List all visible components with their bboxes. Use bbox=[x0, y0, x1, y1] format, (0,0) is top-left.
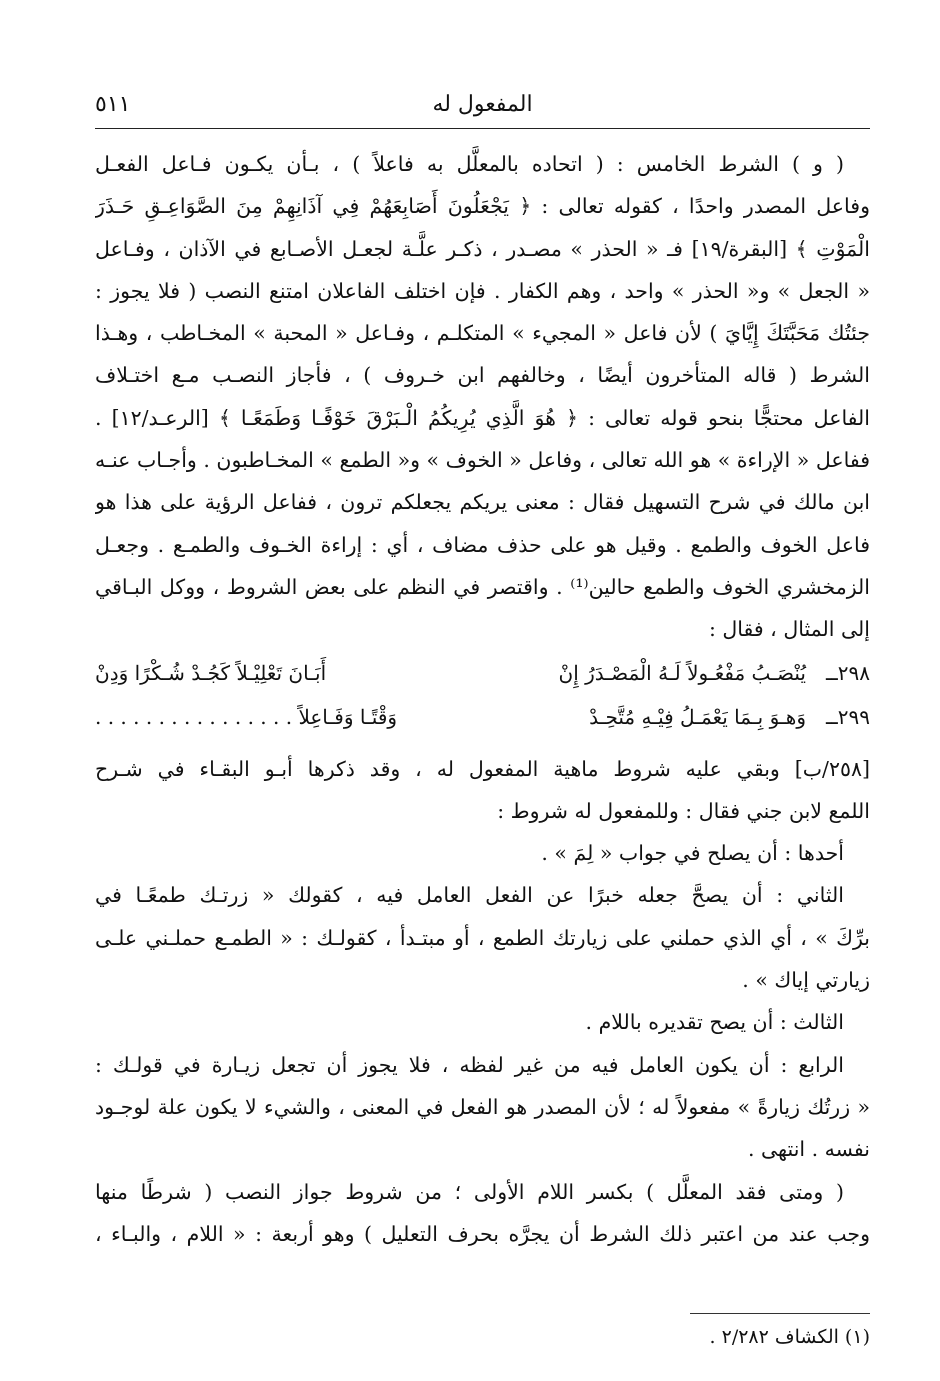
text-line: « زرتُك زيارةً » مفعولاً له ؛ لأن المصدر هو الفعل في المعنى ، والشيء لا يكون علة لوجـود bbox=[95, 1094, 870, 1119]
text-line: اللمع لابن جني فقال : وللمفعول له شروط : bbox=[497, 798, 870, 823]
text-line: الثاني : أن يصحَّ جعله خبرًا عن الفعل العامل فيه ، كقولك « زرتـك طمعًـا في bbox=[95, 883, 844, 908]
text-line: الْمَوْتِ ﴾ [البقرة/١٩] فـ « الحذر » مصـدر ، ذكـر علَّـة لجعـل الأصـابع في الآذان ، وفـاعل bbox=[95, 236, 870, 261]
text-line: وفاعل المصدر واحدًا ، كقوله تعالى : ﴿ يَجْعَلُونَ أَصَابِعَهُمْ فِي آذَانِهِمْ مِنَ الصَّوَاعِـقِ حَـذَرَ bbox=[95, 194, 870, 219]
text-line: ابن مالك في شرح التسهيل فقال : معنى يريكم يجعلكم ترون ، ففاعل الرؤية على هذا هو bbox=[95, 490, 870, 515]
text-line: وجب عند من اعتبر ذلك الشرط أن يجرَّه بحرف التعليل ) وهو أربعة : « اللام ، والبـاء ، bbox=[95, 1221, 870, 1246]
text-line: زيارتي إياك » . bbox=[742, 968, 870, 993]
verse-hemistich-second: وَقْتًـا وَفَـاعِلاً . . . . . . . . . . . . . . . . bbox=[95, 704, 398, 729]
verse-hemistich-first: وَهـوَ بِـمَا يَعْمَـلُ فِيْـهِ مُتَّحِـدْ bbox=[589, 704, 806, 729]
main-text bbox=[95, 143, 870, 1255]
text-line: ففاعل « الإراءة » هو الله تعالى ، وفاعل « الخوف » و« الطمع » المخـاطبون . وأجـاب عنـه bbox=[95, 448, 870, 473]
text-line: ( ومتى فقد المعلَّل ) بكسر اللام الأولى ؛ من شروط جواز النصب ( شرطًا منها bbox=[95, 1179, 844, 1204]
text-line: نفسه . انتهى . bbox=[747, 1137, 870, 1162]
text-line: الزمخشري الخوف والطمع حالين⁽¹⁾ . واقتصر في النظم على بعض الشروط ، ووكل البـاقي bbox=[95, 574, 870, 599]
text-line: أحدها : أن يصلح في جواب « لِمَ » . bbox=[541, 841, 844, 866]
footnote: (١) الكشاف ٢/٢٨٢ . bbox=[709, 1326, 870, 1348]
text-line: برِّكَ » ، أي الذي حملني على زيارتك الطمع ، أو مبتـدأ ، كقولـك : « الطمـع حملـني علـى bbox=[95, 925, 870, 950]
verse-hemistich-second: أَبَـانَ تَعْلِيْـلاً كَجُـدْ شُـكْرًا وَدِنْ bbox=[95, 660, 327, 685]
verse-number: ٢٩٨ــ bbox=[826, 660, 870, 685]
running-title: المفعول له bbox=[432, 92, 533, 117]
text-line: ( و ) الشرط الخامس : ( اتحاده بالمعلَّل به فاعلاً ) ، بـأن يكـون فـاعل الفعـل bbox=[95, 152, 844, 176]
text-line: إلى المثال ، فقال : bbox=[708, 617, 870, 642]
text-line: جئتُك مَحَبَّتَكَ إِيَّايَ ) لأن فاعل « المجيء » المتكلـم ، وفـاعل « المحبة » المخـاطب ، وهـذا bbox=[95, 321, 870, 346]
header-rule bbox=[95, 128, 870, 129]
text-line: الرابع : أن يكون العامل فيه من غير لفظه ، فلا يجوز أن تجعل زيـارة في قولـك : bbox=[95, 1052, 844, 1077]
page-header bbox=[95, 92, 870, 128]
page-number: ٥١١ bbox=[95, 92, 131, 117]
verse-number: ٢٩٩ــ bbox=[826, 704, 870, 729]
verse-line bbox=[95, 651, 870, 695]
verse-hemistich-first: يُنْصَـبُ مَفْعُـولاً لَـهُ الْمَصْـدَرُ إِنْ bbox=[558, 660, 806, 685]
text-line: « الجعل » و« الحذر » واحد ، وهم الكفار . فإن اختلف الفاعلان امتنع النصب ( فلا يجوز : bbox=[95, 278, 870, 303]
text-line: فاعل الخوف والطمع . وقيل هو على حذف مضاف ، أي : إراءة الخـوف والطمـع . وجعـل bbox=[95, 532, 870, 557]
verse-line bbox=[95, 695, 870, 739]
text-line: [٢٥٨/ب] وبقي عليه شروط ماهية المفعول له ، وقد ذكرها أبـو البقـاء في شـرح bbox=[95, 756, 870, 781]
text-line: الشرط ( قاله المتأخرون أيضًا ، وخالفهم ابن خـروف ) ، فأجاز النصـب مـع اختـلاف bbox=[95, 363, 870, 388]
text-line: الفاعل محتجًّا بنحو قوله تعالى : ﴿ هُوَ الَّذِي يُرِيكُمُ الْـبَرْقَ خَوْفًـا وَطَمَعًـا ﴾ [الرعـد/١٢] . bbox=[95, 405, 870, 430]
text-line: الثالث : أن يصح تقديره باللام . bbox=[585, 1010, 844, 1035]
footnote-rule bbox=[690, 1313, 870, 1314]
